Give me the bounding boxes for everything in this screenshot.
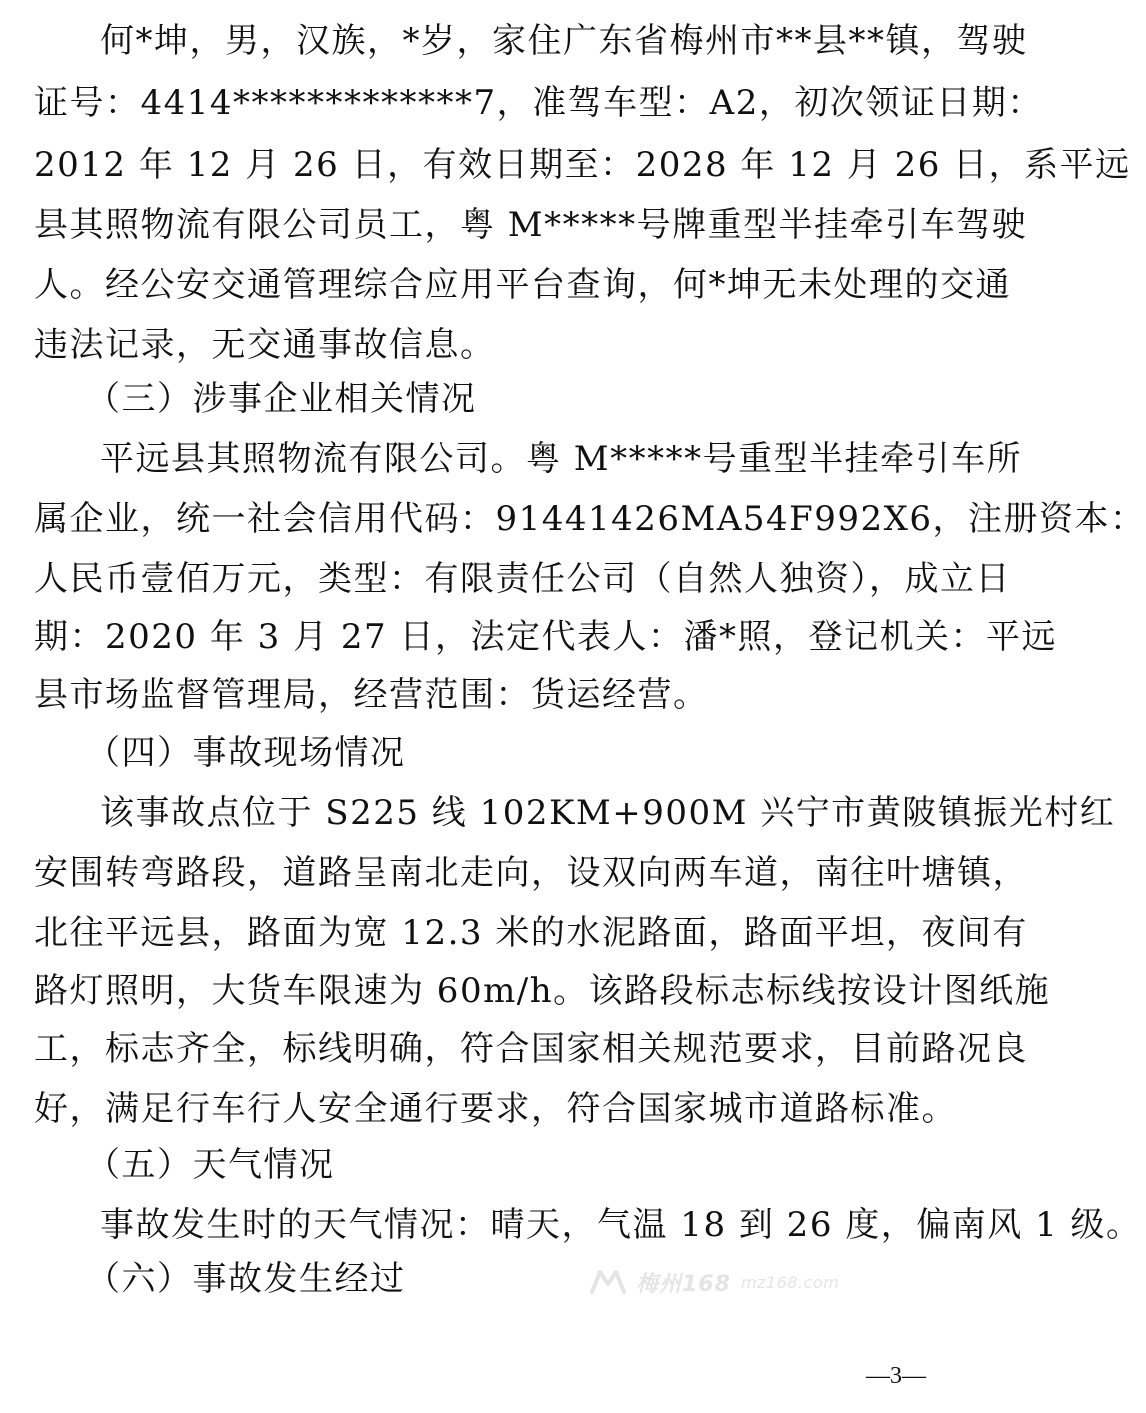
section-heading: （三）涉事企业相关情况 bbox=[86, 379, 477, 419]
logo-icon bbox=[590, 1268, 626, 1296]
page-number: —3— bbox=[866, 1363, 926, 1389]
body-line: 北往平远县，路面为宽 12.3 米的水泥路面，路面平坦，夜间有 bbox=[34, 913, 1028, 953]
body-line: 期：2020 年 3 月 27 日，法定代表人：潘*照，登记机关：平远 bbox=[34, 617, 1057, 657]
body-line: 县其照物流有限公司员工，粤 M*****号牌重型半挂牵引车驾驶 bbox=[34, 205, 1028, 245]
body-line: 证号：4414*************7，准驾车型：A2，初次领证日期： bbox=[34, 83, 1043, 123]
watermark-site-name: 梅州168 bbox=[636, 1271, 731, 1297]
body-line: 2012 年 12 月 26 日，有效日期至：2028 年 12 月 26 日，系平远 bbox=[34, 145, 1131, 185]
section-heading: （四）事故现场情况 bbox=[86, 733, 406, 773]
body-line: 违法记录，无交通事故信息。 bbox=[34, 325, 496, 365]
body-line: 县市场监督管理局，经营范围：货运经营。 bbox=[34, 675, 709, 715]
body-line: 属企业，统一社会信用代码：91441426MA54F992X6，注册资本： bbox=[34, 499, 1146, 539]
section-heading: （五）天气情况 bbox=[86, 1145, 335, 1185]
body-line: 事故发生时的天气情况：晴天，气温 18 到 26 度，偏南风 1 级。 bbox=[100, 1205, 1142, 1245]
watermark-url: mz168.com bbox=[740, 1272, 840, 1292]
site-watermark bbox=[590, 1262, 870, 1302]
body-line: 安围转弯路段，道路呈南北走向，设双向两车道，南往叶塘镇， bbox=[34, 853, 1028, 893]
body-line: 好，满足行车行人安全通行要求，符合国家城市道路标准。 bbox=[34, 1089, 957, 1129]
section-heading: （六）事故发生经过 bbox=[86, 1259, 406, 1299]
body-line: 路灯照明，大货车限速为 60m/h。该路段标志标线按设计图纸施 bbox=[34, 971, 1051, 1011]
body-line: 该事故点位于 S225 线 102KM+900M 兴宁市黄陂镇振光村红 bbox=[100, 793, 1116, 833]
body-line: 人。经公安交通管理综合应用平台查询，何*坤无未处理的交通 bbox=[34, 265, 1011, 305]
body-line: 人民币壹佰万元，类型：有限责任公司（自然人独资），成立日 bbox=[34, 559, 1011, 599]
body-line: 工，标志齐全，标线明确，符合国家相关规范要求，目前路况良 bbox=[34, 1029, 1028, 1069]
body-line: 平远县其照物流有限公司。粤 M*****号重型半挂牵引车所 bbox=[100, 439, 1023, 479]
body-line: 何*坤，男，汉族，*岁，家住广东省梅州市**县**镇，驾驶 bbox=[100, 21, 1028, 61]
